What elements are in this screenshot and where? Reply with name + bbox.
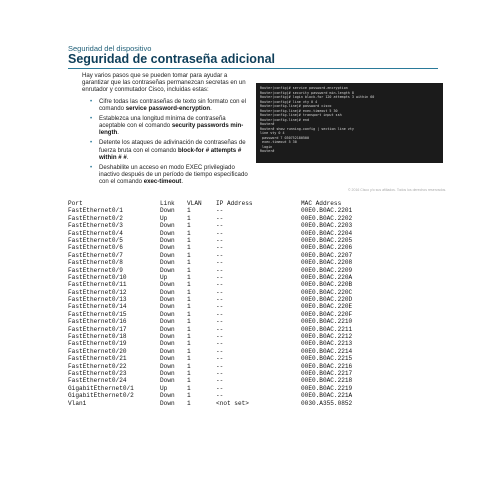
cell-ip-address: -- (216, 333, 224, 341)
cell-ip-address: -- (216, 259, 224, 267)
cell-link: Down (160, 288, 175, 296)
header-port: Port (68, 200, 83, 207)
cell-mac-address: 00E0.B0AC.2202 (301, 214, 353, 222)
table-row (68, 377, 381, 384)
cell-port: FastEthernet0/4 (68, 229, 123, 237)
cell-vlan: 1 (187, 384, 191, 392)
console-line: Router# (260, 122, 275, 126)
cell-ip-address: -- (216, 377, 224, 385)
console-line: line vty 0 4 (260, 131, 285, 135)
console-line: Router(config-line)# transport input ssh (260, 113, 342, 117)
table-row (68, 281, 381, 288)
table-row (68, 340, 381, 347)
cell-ip-address: -- (216, 347, 224, 355)
cell-link: Down (160, 281, 175, 289)
cell-vlan: 1 (187, 229, 191, 237)
table-row (68, 215, 381, 222)
table-row (68, 348, 381, 355)
cell-link: Down (160, 259, 175, 267)
table-row (68, 385, 381, 392)
cell-port: FastEthernet0/15 (68, 310, 127, 318)
cell-port: FastEthernet0/13 (68, 296, 127, 304)
cell-link: Down (160, 207, 175, 215)
cell-mac-address: 00E0.B0AC.2213 (301, 340, 353, 348)
cell-port: FastEthernet0/16 (68, 318, 127, 326)
cell-port: FastEthernet0/23 (68, 369, 127, 377)
cell-mac-address: 00E0.B0AC.2205 (301, 236, 353, 244)
cell-vlan: 1 (187, 266, 191, 274)
cell-vlan: 1 (187, 369, 191, 377)
console-line: Router# (260, 149, 275, 153)
bullet-command: service password-encryption (125, 105, 211, 113)
cell-link: Up (160, 273, 168, 281)
bullet-command: exec-timeout (143, 177, 182, 185)
cell-vlan: 1 (187, 392, 191, 400)
slide (48, 38, 453, 200)
cell-vlan: 1 (187, 355, 191, 363)
cell-mac-address: 00E0.B0AC.220A (301, 273, 353, 281)
cell-ip-address: -- (216, 296, 224, 304)
cell-mac-address: 00E0.B0AC.220D (301, 296, 353, 304)
bullet-end: . (126, 153, 129, 161)
cell-vlan: 1 (187, 333, 191, 341)
console-line: Router(config)# security password min-length 8 (260, 90, 354, 95)
bullet-command: security passwords min-length (99, 122, 244, 137)
cell-link: Down (160, 266, 175, 274)
table-row (68, 252, 381, 259)
cell-vlan: 1 (187, 340, 191, 348)
cell-mac-address: 00E0.B0AC.2201 (301, 207, 353, 215)
cell-mac-address: 00E0.B0AC.220F (301, 310, 353, 318)
cell-port: FastEthernet0/7 (68, 251, 123, 259)
cell-link: Down (160, 355, 175, 363)
cell-port: FastEthernet0/5 (68, 236, 123, 244)
table-row (68, 326, 381, 333)
copyright-caption: © 2016 Cisco y/o sus afiliados. Todos los derechos reservados. (348, 188, 447, 192)
cell-mac-address: 00E0.B0AC.2219 (301, 384, 353, 392)
cell-port: FastEthernet0/9 (68, 266, 123, 274)
table-header-row (68, 200, 381, 207)
cell-ip-address: -- (216, 214, 224, 222)
cell-mac-address: 00E0.B0AC.2209 (301, 266, 353, 274)
table-row (68, 363, 381, 370)
cell-link: Down (160, 310, 175, 318)
cell-link: Down (160, 303, 175, 311)
cell-ip-address: -- (216, 340, 224, 348)
cell-ip-address: -- (216, 273, 224, 281)
cell-mac-address: 00E0.B0AC.2215 (301, 355, 353, 363)
table-row (68, 311, 381, 318)
console-line: Router(config)# line vty 0 4 (260, 99, 318, 104)
title-divider (68, 68, 438, 69)
cell-port: FastEthernet0/14 (68, 303, 127, 311)
cell-mac-address: 00E0.B0AC.2203 (301, 222, 353, 230)
cell-mac-address: 00E0.B0AC.2210 (301, 318, 353, 326)
cell-ip-address: -- (216, 318, 224, 326)
bullet-text: Deshabilite un acceso en modo EXEC privilegiado inactivo después de un período de tiempo especificado con el comando (99, 163, 248, 185)
cell-link: Down (160, 347, 175, 355)
cell-mac-address: 00E0.B0AC.2204 (301, 229, 353, 237)
header-vlan: VLAN (187, 200, 202, 207)
cell-port: FastEthernet0/18 (68, 333, 127, 341)
bullet-item (88, 164, 253, 185)
cell-mac-address: 00E0.B0AC.2211 (301, 325, 353, 333)
cell-vlan: 1 (187, 236, 191, 244)
cell-mac-address: 00E0.B0AC.2206 (301, 244, 353, 252)
header-mac-address: MAC Address (301, 200, 342, 207)
cell-ip-address: -- (216, 392, 224, 400)
cell-link: Down (160, 229, 175, 237)
cell-ip-address: -- (216, 384, 224, 392)
cell-link: Down (160, 362, 175, 370)
table-row (68, 289, 381, 296)
bullet-command: block-for # attempts # within # # (99, 146, 242, 161)
bullet-item (88, 115, 253, 136)
bullet-text: Establezca una longitud mínima de contraseña aceptable con el comando (99, 115, 226, 130)
cell-link: Down (160, 318, 175, 326)
bullet-item (88, 139, 253, 160)
cell-mac-address: 00E0.B0AC.220B (301, 281, 353, 289)
cell-port: FastEthernet0/3 (68, 222, 123, 230)
cell-link: Up (160, 214, 168, 222)
table-row (68, 333, 381, 340)
cell-port: FastEthernet0/22 (68, 362, 127, 370)
cell-vlan: 1 (187, 347, 191, 355)
cell-ip-address: -- (216, 222, 224, 230)
cell-mac-address: 00E0.B0AC.2207 (301, 251, 353, 259)
console-line: login (260, 144, 273, 149)
cell-vlan: 1 (187, 303, 191, 311)
slide-intro: Hay varios pasos que se pueden tomar para ayudar a garantizar que las contraseñas permanezcan secretas en un enrutador y conmutador Cisco, incluidas estas: (82, 72, 246, 94)
cell-link: Down (160, 236, 175, 244)
bullet-end: . (117, 129, 119, 137)
table-row (68, 355, 381, 362)
cell-mac-address: 00E0.B0AC.2216 (301, 362, 353, 370)
cell-link: Up (160, 384, 168, 392)
cell-port: GigabitEthernet0/1 (68, 384, 134, 392)
cell-ip-address: -- (216, 310, 224, 318)
console-line: Router# show running-config | section line vty (260, 126, 354, 131)
cell-mac-address: 0030.A355.0852 (301, 399, 353, 407)
cell-ip-address: -- (216, 288, 224, 296)
table-row (68, 274, 381, 281)
cell-link: Down (160, 369, 175, 377)
cell-mac-address: 00E0.B0AC.2214 (301, 347, 353, 355)
cell-mac-address: 00E0.B0AC.2208 (301, 259, 353, 267)
cell-vlan: 1 (187, 222, 191, 230)
cell-link: Down (160, 325, 175, 333)
cell-vlan: 1 (187, 310, 191, 318)
console-line: Router(config-line)# exec-timeout 5 30 (260, 108, 338, 113)
cell-vlan: 1 (187, 296, 191, 304)
cell-ip-address: -- (216, 236, 224, 244)
cell-ip-address: -- (216, 251, 224, 259)
cell-port: FastEthernet0/20 (68, 347, 127, 355)
table-row (68, 259, 381, 266)
bullet-end: . (181, 177, 184, 185)
cell-port: Vlan1 (68, 399, 87, 407)
table-row (68, 303, 381, 310)
cell-vlan: 1 (187, 377, 191, 385)
cell-vlan: 1 (187, 207, 191, 215)
cell-link: Down (160, 333, 175, 341)
table-row (68, 222, 381, 229)
cell-link: Down (160, 377, 175, 385)
cell-port: FastEthernet0/17 (68, 325, 127, 333)
cell-ip-address: -- (216, 303, 224, 311)
cell-vlan: 1 (187, 318, 191, 326)
cell-link: Down (160, 340, 175, 348)
cell-link: Down (160, 222, 175, 230)
console-line: password 7 030752180500 (260, 135, 309, 140)
cell-port: FastEthernet0/21 (68, 355, 127, 363)
cli-console (256, 83, 443, 163)
bullet-text: Detente los ataques de adivinación de contraseñas de fuerza bruta con el comando (99, 139, 246, 154)
cell-ip-address: -- (216, 369, 224, 377)
cell-port: FastEthernet0/1 (68, 207, 123, 215)
slide-subtitle: Seguridad del dispositivo (68, 44, 152, 53)
console-line: Router(config)# login block-for 120 attempts 3 within 60 (260, 95, 375, 99)
cell-vlan: 1 (187, 273, 191, 281)
cell-port: FastEthernet0/10 (68, 273, 127, 281)
cell-mac-address: 00E0.B0AC.2212 (301, 333, 353, 341)
cell-port: FastEthernet0/19 (68, 340, 127, 348)
cell-vlan: 1 (187, 288, 191, 296)
cell-ip-address: -- (216, 281, 224, 289)
cell-vlan: 1 (187, 362, 191, 370)
table-row (68, 237, 381, 244)
cell-port: FastEthernet0/12 (68, 288, 127, 296)
cell-link: Down (160, 399, 175, 407)
console-line: Router(config-line)# end (260, 117, 309, 122)
cell-mac-address: 00E0.B0AC.220C (301, 288, 353, 296)
bullet-end: . (210, 105, 212, 113)
cell-port: FastEthernet0/8 (68, 259, 123, 267)
table-row (68, 400, 381, 407)
console-line: exec-timeout 5 30 (260, 140, 297, 144)
table-row (68, 230, 381, 237)
header-ip-address: IP Address (216, 200, 253, 207)
cell-ip-address: -- (216, 244, 224, 252)
port-status-table (68, 200, 381, 407)
table-row (68, 370, 381, 377)
table-row (68, 244, 381, 251)
cell-vlan: 1 (187, 259, 191, 267)
console-line: Router(config)# service password-encryption (260, 86, 348, 90)
cell-vlan: 1 (187, 325, 191, 333)
cell-mac-address: 00E0.B0AC.2218 (301, 377, 353, 385)
cell-ip-address: -- (216, 229, 224, 237)
cell-ip-address: -- (216, 362, 224, 370)
console-line: Router(config-line)# password cisco (260, 104, 332, 108)
cell-link: Down (160, 392, 175, 400)
cell-ip-address: -- (216, 207, 224, 215)
cell-port: FastEthernet0/24 (68, 377, 127, 385)
slide-title: Seguridad de contraseña adicional (68, 52, 276, 66)
table-row (68, 392, 381, 399)
table-row (68, 267, 381, 274)
cell-port: FastEthernet0/11 (68, 281, 127, 289)
cell-mac-address: 00E0.B0AC.2217 (301, 369, 353, 377)
cell-mac-address: 00E0.B0AC.220E (301, 303, 353, 311)
cell-port: FastEthernet0/2 (68, 214, 123, 222)
cell-mac-address: 00E0.B0AC.221A (301, 392, 353, 400)
cell-vlan: 1 (187, 244, 191, 252)
cell-vlan: 1 (187, 399, 191, 407)
table-row (68, 318, 381, 325)
cell-port: FastEthernet0/6 (68, 244, 123, 252)
table-row (68, 207, 381, 214)
cell-ip-address: -- (216, 355, 224, 363)
cell-port: GigabitEthernet0/2 (68, 392, 134, 400)
cell-ip-address: -- (216, 325, 224, 333)
cell-ip-address: <not set> (216, 399, 249, 407)
cell-link: Down (160, 296, 175, 304)
cell-vlan: 1 (187, 214, 191, 222)
cell-ip-address: -- (216, 266, 224, 274)
cell-link: Down (160, 244, 175, 252)
bullet-text: Cifre todas las contraseñas de texto sin formato con el comando (99, 98, 247, 113)
bullet-list (88, 98, 253, 188)
cell-link: Down (160, 251, 175, 259)
cell-vlan: 1 (187, 281, 191, 289)
bullet-item (88, 98, 253, 112)
cell-vlan: 1 (187, 251, 191, 259)
table-row (68, 296, 381, 303)
header-link: Link (160, 200, 175, 207)
